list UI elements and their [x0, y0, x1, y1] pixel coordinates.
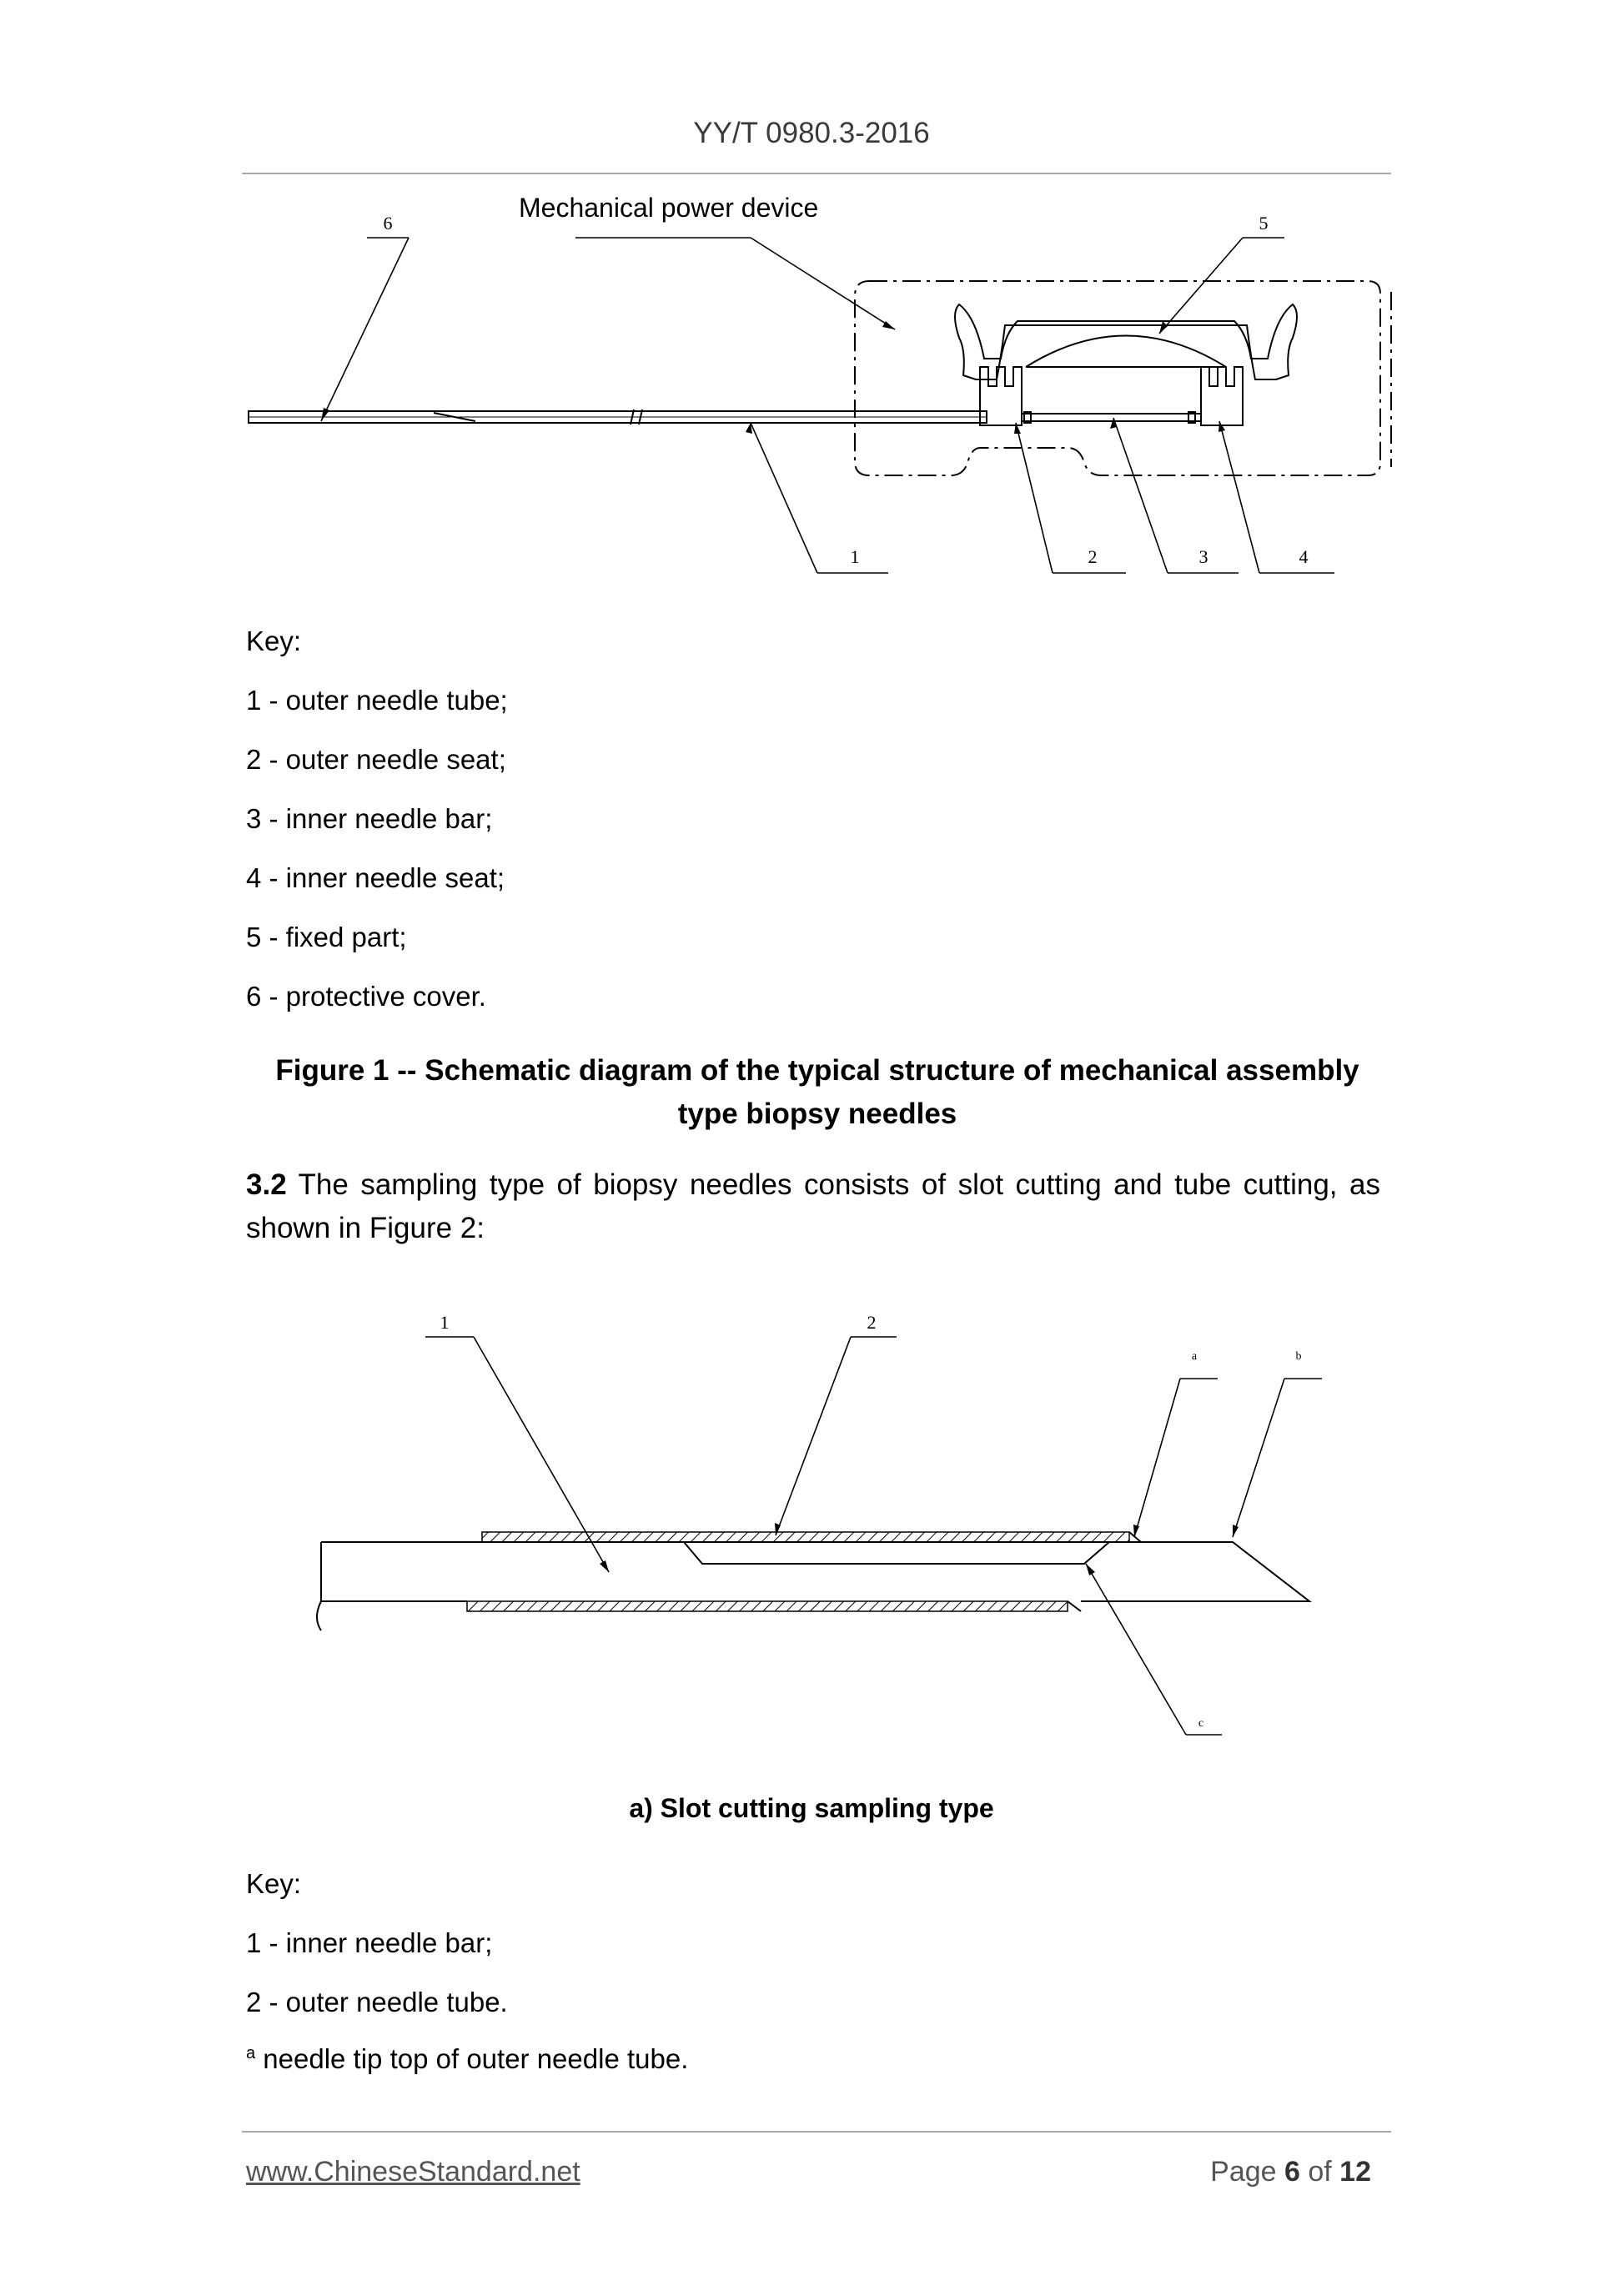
fig1-callout-5: 5	[1259, 213, 1269, 234]
fig2a-key-item: 1 - inner needle bar;	[246, 1927, 493, 1958]
fig1-key-item: 5 - fixed part;	[246, 922, 407, 952]
fig1-callout-6: 6	[383, 213, 393, 234]
fig1-key-item: 1 - outer needle tube;	[246, 685, 508, 716]
section-number: 3.2	[246, 1168, 287, 1201]
fig2a-callout-2: 2	[867, 1312, 877, 1333]
fig1-key-item: 2 - outer needle seat;	[246, 744, 506, 775]
figure-1-caption: Figure 1 -- Schematic diagram of the typical structure of mechanical assembly type biopsy needles	[275, 1054, 1359, 1130]
fig1-key-title: Key:	[246, 625, 302, 656]
figure-2a-subcaption: a) Slot cutting sampling type	[629, 1793, 994, 1823]
page-prefix: Page	[1210, 2156, 1284, 2188]
fig1-callout-4: 4	[1299, 546, 1309, 567]
figure-1-drawing	[0, 179, 1623, 596]
page-mid: of	[1299, 2156, 1340, 2188]
fig2a-callout-c: c	[1198, 1717, 1204, 1730]
section-text: The sampling type of biopsy needles consists of slot cutting and tube cutting, as shown in Figure 2:	[246, 1168, 1380, 1244]
fig1-key-item: 6 - protective cover.	[246, 981, 486, 1012]
page-total: 12	[1339, 2156, 1371, 2188]
fig2a-callout-b: b	[1295, 1350, 1302, 1363]
page-current: 6	[1284, 2156, 1300, 2188]
fig2a-note	[246, 2043, 688, 2075]
fig2a-key-item: 2 - outer needle tube.	[246, 1987, 508, 2017]
fig2a-key-title: Key:	[246, 1868, 302, 1899]
fig1-callout-2: 2	[1088, 546, 1098, 567]
fig2a-callout-1: 1	[440, 1312, 450, 1333]
footer-rule	[242, 2131, 1391, 2133]
footer-website-link[interactable]: www.ChineseStandard.net	[246, 2156, 580, 2188]
fig1-key-item: 4 - inner needle seat;	[246, 862, 505, 893]
fig1-mechanical-label: Mechanical power device	[519, 193, 819, 223]
note-text: needle tip top of outer needle tube.	[255, 2043, 689, 2074]
document-code-header: YY/T 0980.3-2016	[693, 117, 930, 149]
section-3-2-paragraph	[246, 1163, 1380, 1250]
footer-page-number	[1210, 2156, 1371, 2188]
fig1-callout-1: 1	[850, 546, 860, 567]
fig2a-callout-a: a	[1191, 1350, 1198, 1363]
header-rule	[242, 173, 1391, 174]
fig1-key-item: 3 - inner needle bar;	[246, 803, 493, 834]
fig1-callout-3: 3	[1198, 546, 1208, 567]
note-superscript: a	[246, 2044, 256, 2062]
figure-2a-drawing	[0, 1289, 1623, 1756]
